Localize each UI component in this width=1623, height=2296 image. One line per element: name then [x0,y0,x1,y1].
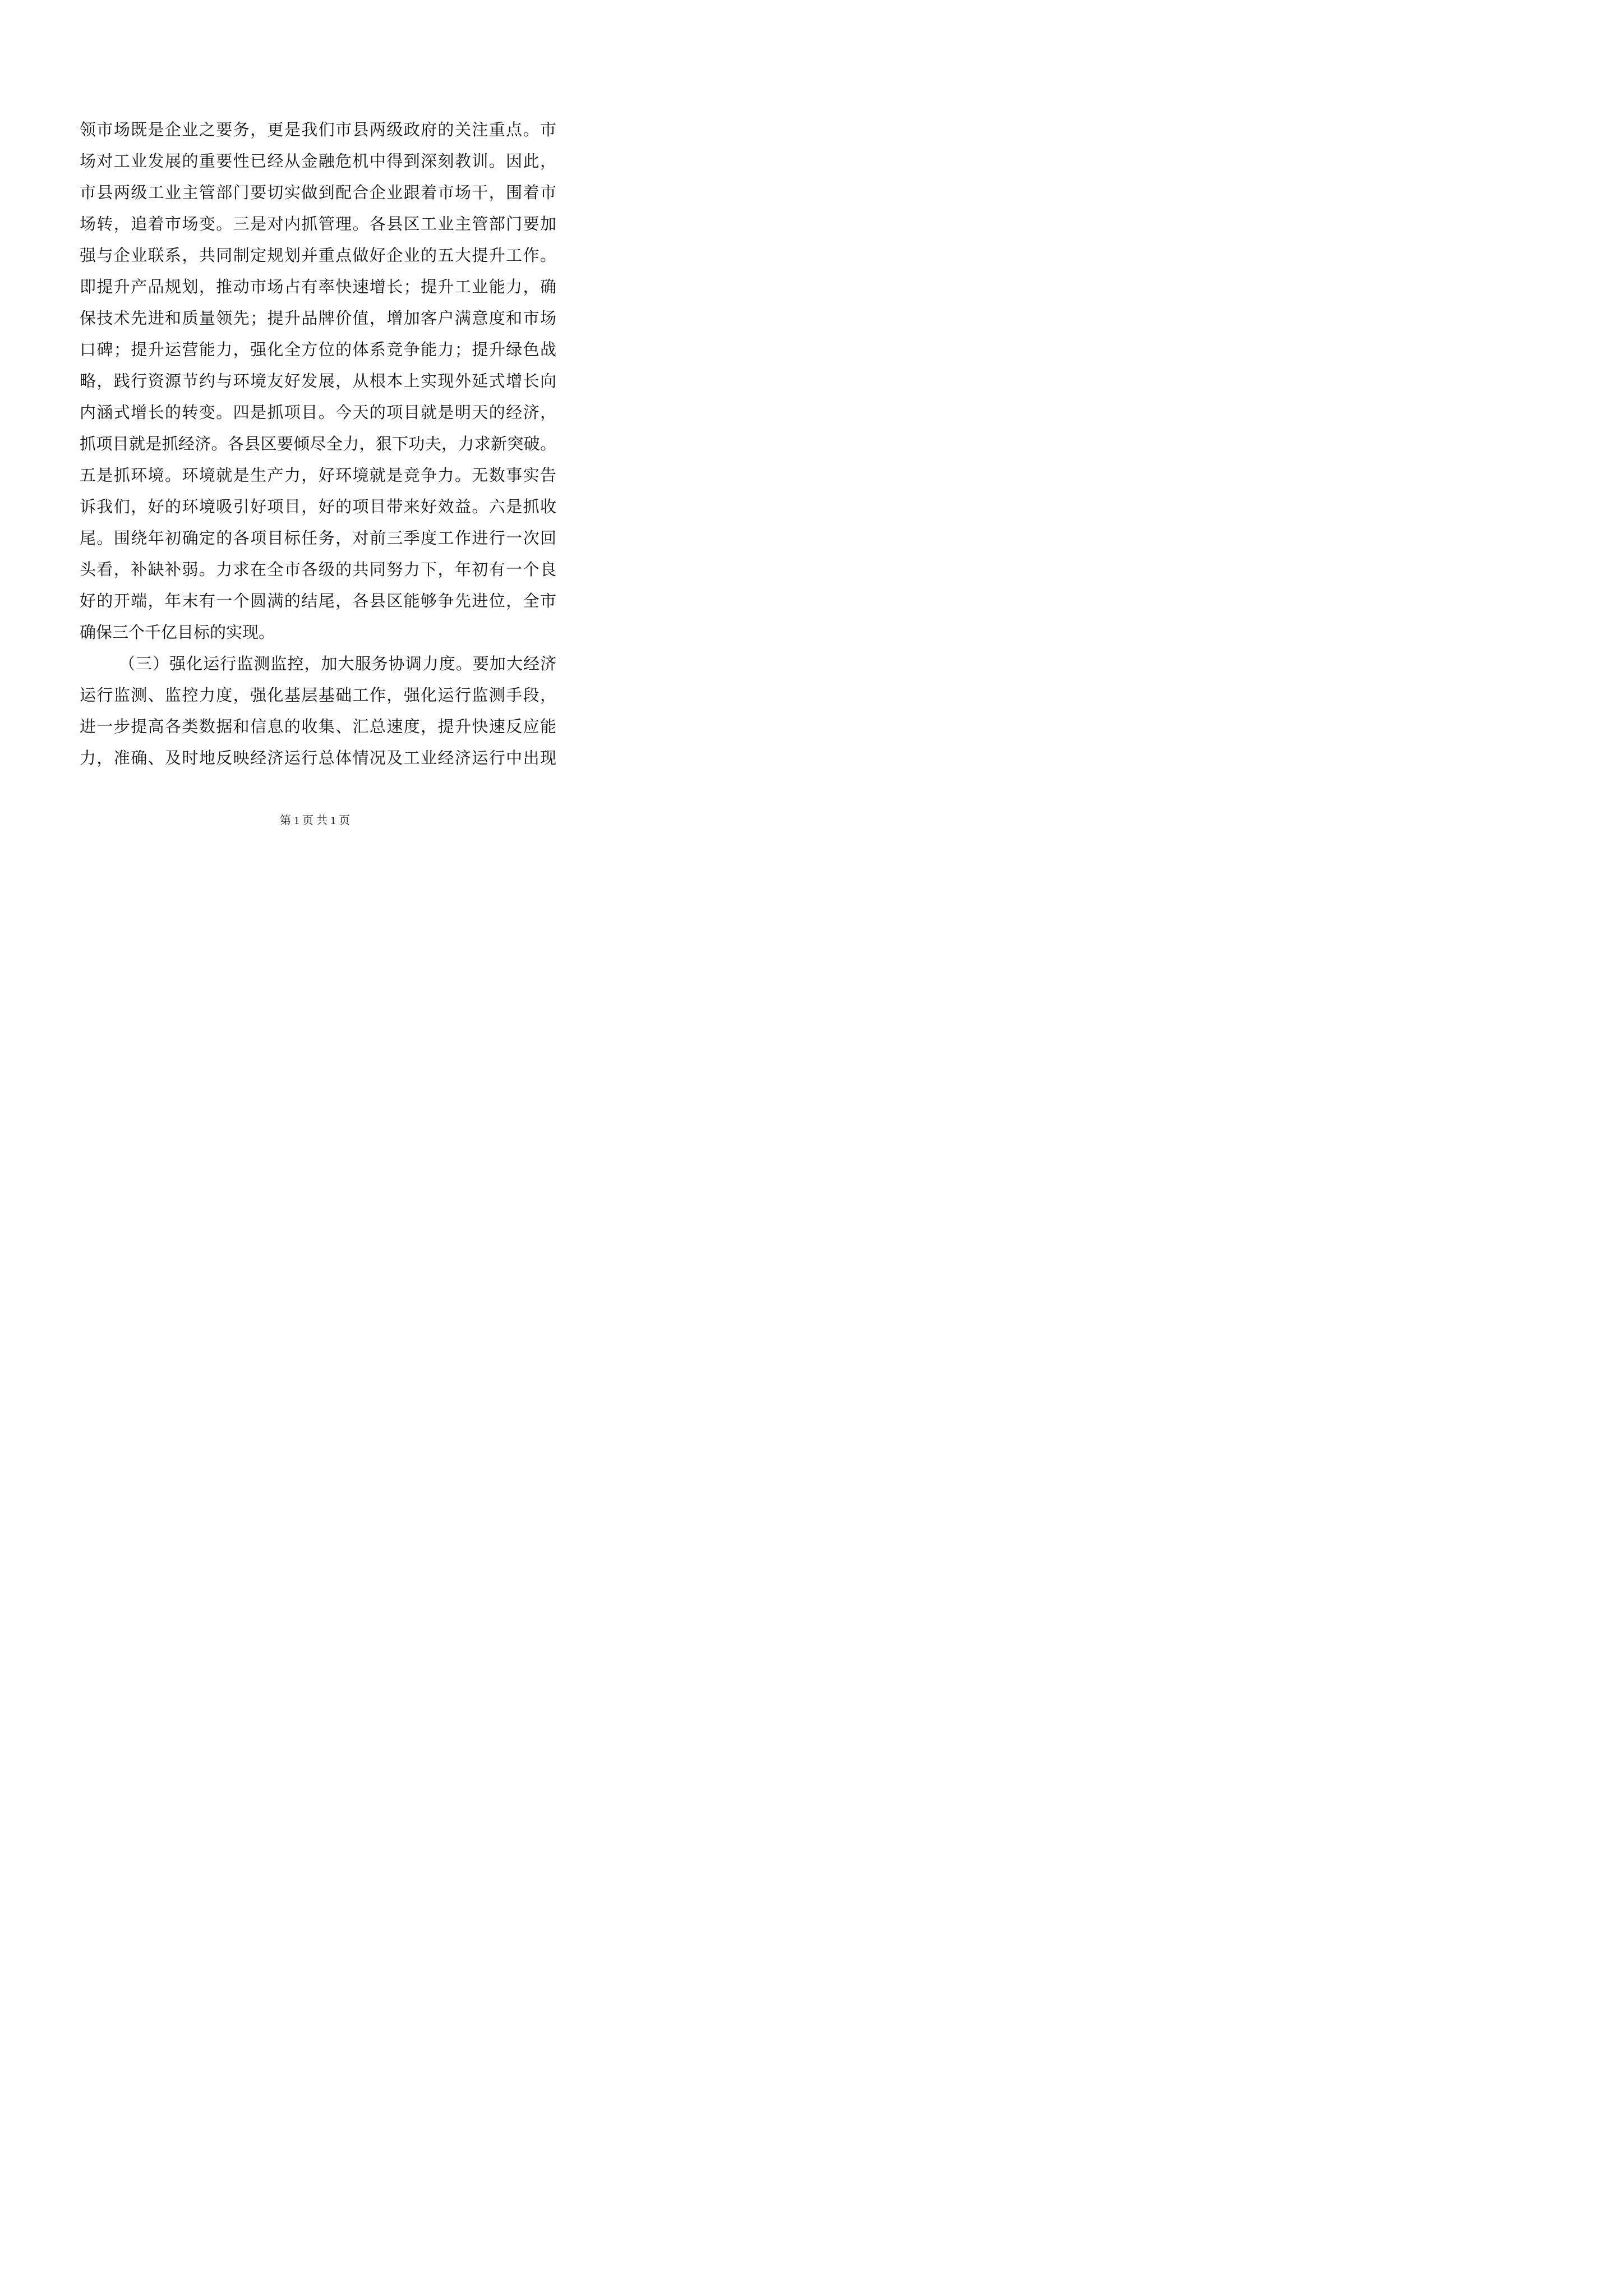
text-line: 口碑；提升运营能力，强化全方位的体系竞争能力；提升绿色战 [80,340,556,359]
text-line: 强与企业联系，共同制定规划并重点做好企业的五大提升工作。 [80,246,556,265]
section-heading-line: （三）强化运行监测监控，加大服务协调力度。要加大经济 [119,654,556,673]
body-text [80,114,556,774]
text-line: 确保三个千亿目标的实现。 [80,623,275,642]
text-line: 市县两级工业主管部门要切实做到配合企业跟着市场干，围着市 [80,183,556,202]
text-line: 进一步提高各类数据和信息的收集、汇总速度，提升快速反应能 [80,717,556,736]
text-line: 即提升产品规划，推动市场占有率快速增长；提升工业能力，确 [80,277,556,296]
text-line: 头看，补缺补弱。力求在全市各级的共同努力下，年初有一个良 [80,560,556,579]
text-line: 内涵式增长的转变。四是抓项目。今天的项目就是明天的经济， [80,403,556,422]
text-line: 场对工业发展的重要性已经从金融危机中得到深刻教训。因此， [80,151,556,171]
text-line: 运行监测、监控力度，强化基层基础工作，强化运行监测手段， [80,685,556,705]
text-line: 好的开端，年末有一个圆满的结尾，各县区能够争先进位，全市 [80,591,556,610]
page-number-footer: 第 1 页 共 1 页 [280,815,350,827]
text-line: 场转，追着市场变。三是对内抓管理。各县区工业主管部门要加 [80,214,556,233]
text-line: 略，践行资源节约与环境友好发展，从根本上实现外延式增长向 [80,371,556,390]
text-line: 诉我们，好的环境吸引好项目，好的项目带来好效益。六是抓收 [80,497,556,516]
text-line: 保技术先进和质量领先；提升品牌价值，增加客户满意度和市场 [80,309,556,328]
text-line: 领市场既是企业之要务，更是我们市县两级政府的关注重点。市 [80,120,556,139]
text-line: 五是抓环境。环境就是生产力，好环境就是竞争力。无数事实告 [80,466,556,485]
text-line: 尾。围绕年初确定的各项目标任务，对前三季度工作进行一次回 [80,528,556,547]
document-page [0,0,630,891]
text-line: 抓项目就是抓经济。各县区要倾尽全力，狠下功夫，力求新突破。 [80,434,556,453]
text-line: 力，准确、及时地反映经济运行总体情况及工业经济运行中出现 [80,748,556,767]
